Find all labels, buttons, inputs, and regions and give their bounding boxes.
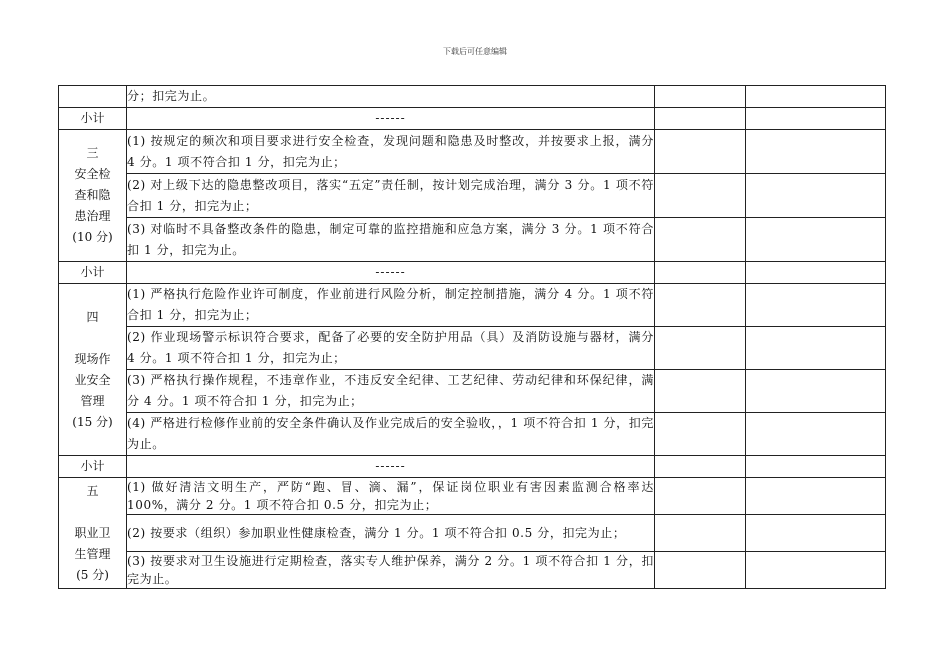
category-line: (10 分) (72, 230, 113, 244)
item-text: 分；扣完为止。 (127, 86, 655, 108)
category-cell (59, 478, 127, 589)
item-text: (2) 作业现场警示标识符合要求，配备了必要的安全防护用品（具）及消防设施与器材，满分 4 分。1 项不符合扣 1 分，扣完为止； (127, 327, 655, 370)
table-row (59, 413, 886, 456)
table-row (59, 370, 886, 413)
table-row (59, 174, 886, 218)
item-text: (2) 对上级下达的隐患整改项目，落实“五定”责任制，按计划完成治理，满分 3 分。1 项不符合扣 1 分，扣完为止； (127, 174, 655, 218)
category-line: (15 分) (72, 414, 113, 429)
subtotal-label: 小计 (59, 262, 127, 284)
table-row (59, 327, 886, 370)
category-line: 三 (86, 146, 99, 160)
category-line: 生管理 (74, 546, 111, 561)
category-line: (5 分) (76, 567, 109, 582)
score-cell[interactable] (655, 552, 746, 589)
subtotal-row (59, 456, 886, 478)
category-line: 职业卫 (74, 525, 111, 540)
remark-cell[interactable] (746, 515, 886, 552)
item-text: (2) 按要求（组织）参加职业性健康检查，满分 1 分。1 项不符合扣 0.5 分，扣完为止； (127, 515, 655, 552)
table-row (59, 515, 886, 552)
remark-cell[interactable] (746, 86, 886, 108)
category-line: 患治理 (74, 209, 111, 223)
score-cell[interactable] (655, 515, 746, 552)
subtotal-remark-cell[interactable] (746, 456, 886, 478)
category-line: 查和隐 (74, 188, 111, 202)
item-text: (3) 严格执行操作规程，不违章作业，不违反安全纪律、工艺纪律、劳动纪律和环保纪律，满分 4 分。1 项不符合扣 1 分，扣完为止； (127, 370, 655, 413)
table-row (59, 130, 886, 174)
assessment-table (58, 85, 886, 589)
table-row (59, 218, 886, 262)
table-row (59, 478, 886, 515)
score-cell[interactable] (655, 218, 746, 262)
category-cell (59, 284, 127, 456)
subtotal-row (59, 262, 886, 284)
subtotal-remark-cell[interactable] (746, 262, 886, 284)
subtotal-label: 小计 (59, 108, 127, 130)
table-row (59, 86, 886, 108)
category-line: 五 (86, 483, 99, 498)
score-cell[interactable] (655, 478, 746, 515)
remark-cell[interactable] (746, 552, 886, 589)
score-cell[interactable] (655, 413, 746, 456)
subtotal-remark-cell[interactable] (746, 108, 886, 130)
item-text: (1) 按规定的频次和项目要求进行安全检查，发现问题和隐患及时整改，并按要求上报，满分 4 分。1 项不符合扣 1 分，扣完为止； (127, 130, 655, 174)
subtotal-value: ------ (127, 456, 655, 478)
table-row (59, 552, 886, 589)
subtotal-score-cell[interactable] (655, 262, 746, 284)
score-cell[interactable] (655, 86, 746, 108)
category-line: 管理 (80, 393, 105, 408)
item-text: (4) 严格进行检修作业前的安全条件确认及作业完成后的安全验收，，1 项不符合扣 1 分，扣完为止。 (127, 413, 655, 456)
item-text: (1) 严格执行危险作业许可制度，作业前进行风险分析，制定控制措施，满分 4 分。1 项不符合扣 1 分，扣完为止； (127, 284, 655, 327)
remark-cell[interactable] (746, 478, 886, 515)
subtotal-score-cell[interactable] (655, 456, 746, 478)
remark-cell[interactable] (746, 218, 886, 262)
item-text: (1) 做好清洁文明生产，严防“跑、冒、滴、漏”，保证岗位职业有害因素监测合格率达 100%，满分 2 分。1 项不符合扣 0.5 分，扣完为止； (127, 478, 655, 515)
subtotal-score-cell[interactable] (655, 108, 746, 130)
remark-cell[interactable] (746, 174, 886, 218)
score-cell[interactable] (655, 370, 746, 413)
category-cell (59, 86, 127, 108)
item-text: (3) 对临时不具备整改条件的隐患，制定可靠的监控措施和应急方案，满分 3 分。1 项不符合扣 1 分，扣完为止。 (127, 218, 655, 262)
subtotal-value: ------ (127, 108, 655, 130)
category-line: 现场作 (74, 351, 111, 366)
subtotal-value: ------ (127, 262, 655, 284)
subtotal-label: 小计 (59, 456, 127, 478)
item-text: (3) 按要求对卫生设施进行定期检查，落实专人维护保养，满分 2 分。1 项不符合扣 1 分，扣完为止。 (127, 552, 655, 589)
remark-cell[interactable] (746, 327, 886, 370)
category-cell (59, 130, 127, 262)
category-line: 安全检 (74, 167, 111, 181)
table-row (59, 284, 886, 327)
score-cell[interactable] (655, 327, 746, 370)
category-line: 四 (86, 309, 99, 324)
score-cell[interactable] (655, 130, 746, 174)
remark-cell[interactable] (746, 284, 886, 327)
score-cell[interactable] (655, 174, 746, 218)
remark-cell[interactable] (746, 130, 886, 174)
category-line: 业安全 (74, 372, 111, 387)
score-cell[interactable] (655, 284, 746, 327)
remark-cell[interactable] (746, 413, 886, 456)
category-line (59, 502, 126, 523)
category-line (59, 328, 126, 349)
remark-cell[interactable] (746, 370, 886, 413)
page-header: 下载后可任意编辑 (443, 47, 507, 56)
subtotal-row (59, 108, 886, 130)
